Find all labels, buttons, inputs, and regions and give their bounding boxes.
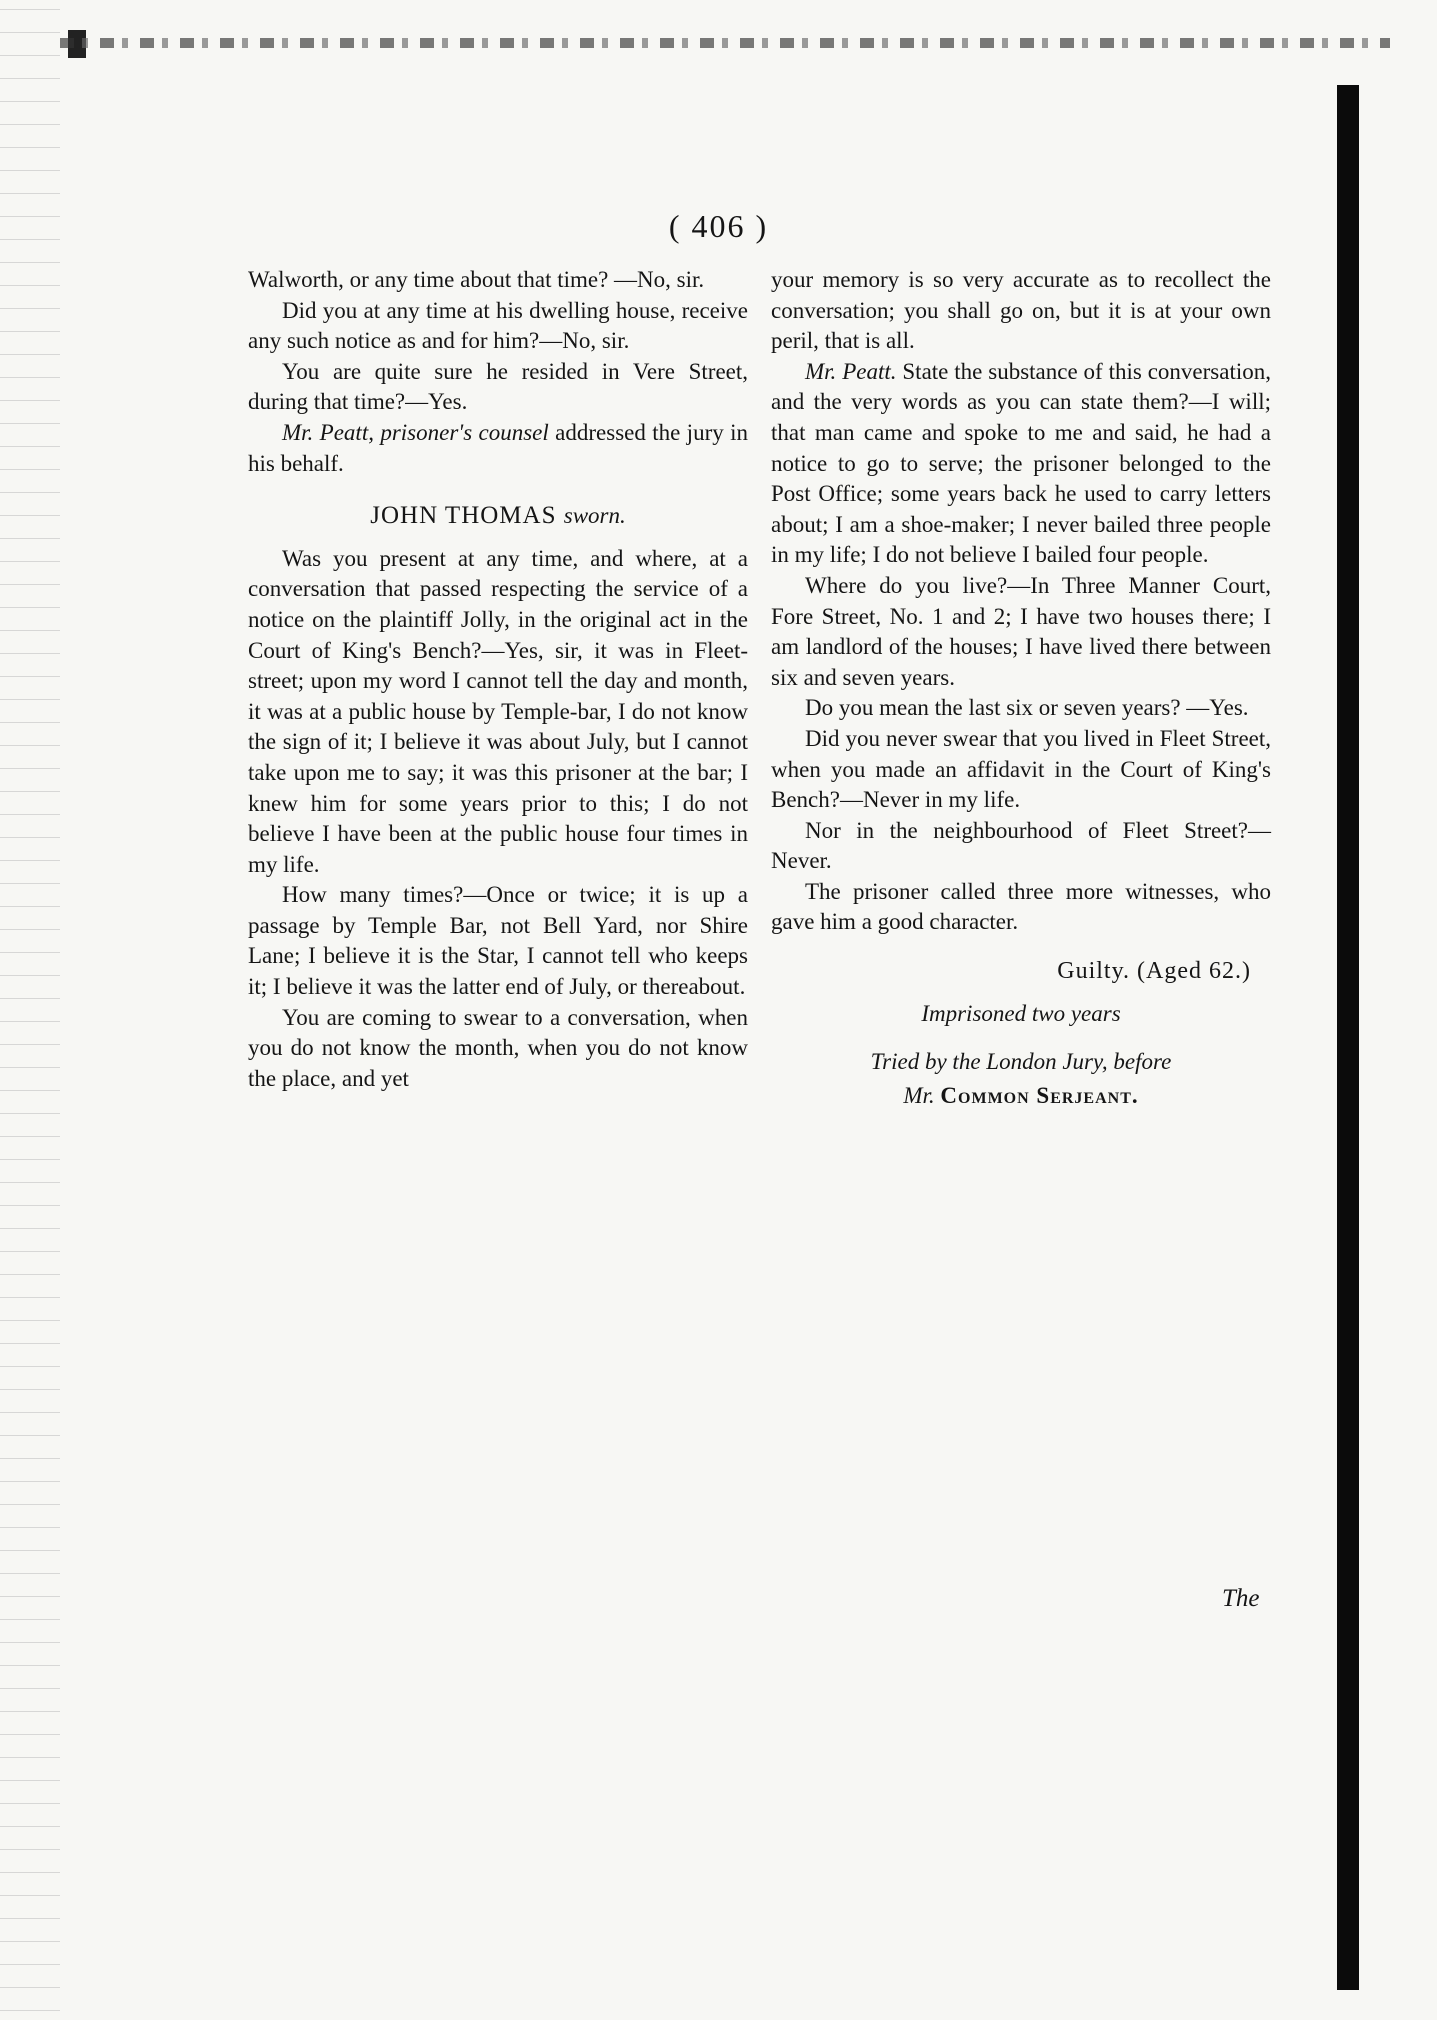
witness-sworn: sworn.: [563, 503, 626, 529]
testimony-text: State the substance of this conversation, and the very words as you can state them?—I will; that man came and spoke to me and said, he had a notice to go to serve; the prisoner belonged to the Post Office; some years back he used to carry letters about; I am a shoe-maker; I never bailed three people in my life; I do not believe I bailed four people.: [771, 358, 1271, 568]
left-paragraph-7: You are coming to swear to a conversation, when you do not know the month, when you do not know the place, and yet: [248, 1004, 748, 1091]
right-column: [771, 265, 1271, 1113]
left-paragraph-2: Did you at any time at his dwelling house, receive any such notice as and for him?—No, sir.: [248, 297, 748, 354]
catchword: The: [1222, 1585, 1260, 1612]
sentence: Imprisoned two years: [921, 1000, 1121, 1026]
witness-heading: [248, 501, 748, 532]
witness-name: JOHN THOMAS: [370, 502, 557, 530]
right-paragraph-1: your memory is so very accurate as to recollect the conversation; you shall go on, but it is at your own peril, that is all.: [771, 267, 1271, 354]
counsel-label: Mr. Peatt.: [805, 358, 897, 384]
page-number: ( 406 ): [668, 208, 769, 244]
right-paragraph-2: [771, 357, 1271, 571]
scan-left-edge-artifact: [0, 0, 60, 2020]
trial-note: [771, 1045, 1271, 1113]
counsel-text: addressed the jury in his behalf.: [248, 419, 748, 476]
verdict: Guilty. (Aged 62.): [1057, 958, 1251, 985]
left-paragraph-6: How many times?—Once or twice; it is up a passage by Temple Bar, not Bell Yard, nor Shire Lane; I believe it is the Star, I cannot tell who keeps it; I believe it was the latter end of July, or thereabout.: [248, 882, 748, 1000]
scan-right-binding-shadow: [1337, 85, 1359, 1990]
left-column: [248, 265, 748, 1094]
trial-judge-line: [771, 1079, 1271, 1113]
trial-jury: Tried by the London Jury, before: [870, 1049, 1172, 1075]
counsel-name: Mr. Peatt, prisoner's counsel: [282, 419, 549, 445]
right-paragraph-6: Nor in the neighbourhood of Fleet Street?—Never.: [771, 817, 1271, 874]
right-paragraph-4: Do you mean the last six or seven years? —Yes.: [805, 695, 1249, 721]
judge-title: Common Serjeant.: [940, 1083, 1139, 1109]
right-paragraph-5: Did you never swear that you lived in Fleet Street, when you made an affidavit in the Court of King's Bench?—Never in my life.: [771, 725, 1271, 813]
left-paragraph-1: Walworth, or any time about that time? —No, sir.: [248, 267, 705, 292]
right-paragraph-7: The prisoner called three more witnesses, who gave him a good character.: [771, 878, 1271, 935]
left-paragraph-5: Was you present at any time, and where, at a conversation that passed respecting the service of a notice on the plaintiff Jolly, in the original act in the Court of King's Bench?—Yes, sir, it was in Fleet-street; upon my word I cannot tell the day and month, it was at a public house by Temple-bar, I do not know the sign of it; I believe it was about July, but I cannot take upon me to say; it was this prisoner at the bar; I knew him for some years prior to this; I do not believe I have been at the public house four times in my life.: [248, 545, 748, 877]
scan-top-edge-artifact: [60, 38, 1390, 48]
left-paragraph-3: You are quite sure he resided in Vere Street, during that time?—Yes.: [248, 358, 748, 415]
left-paragraph-4: [248, 418, 748, 479]
right-paragraph-3: Where do you live?—In Three Manner Court, Fore Street, No. 1 and 2; I have two houses there; I am landlord of the houses; I have lived there between six and seven years.: [771, 572, 1271, 690]
judge-prefix: Mr.: [903, 1083, 935, 1109]
